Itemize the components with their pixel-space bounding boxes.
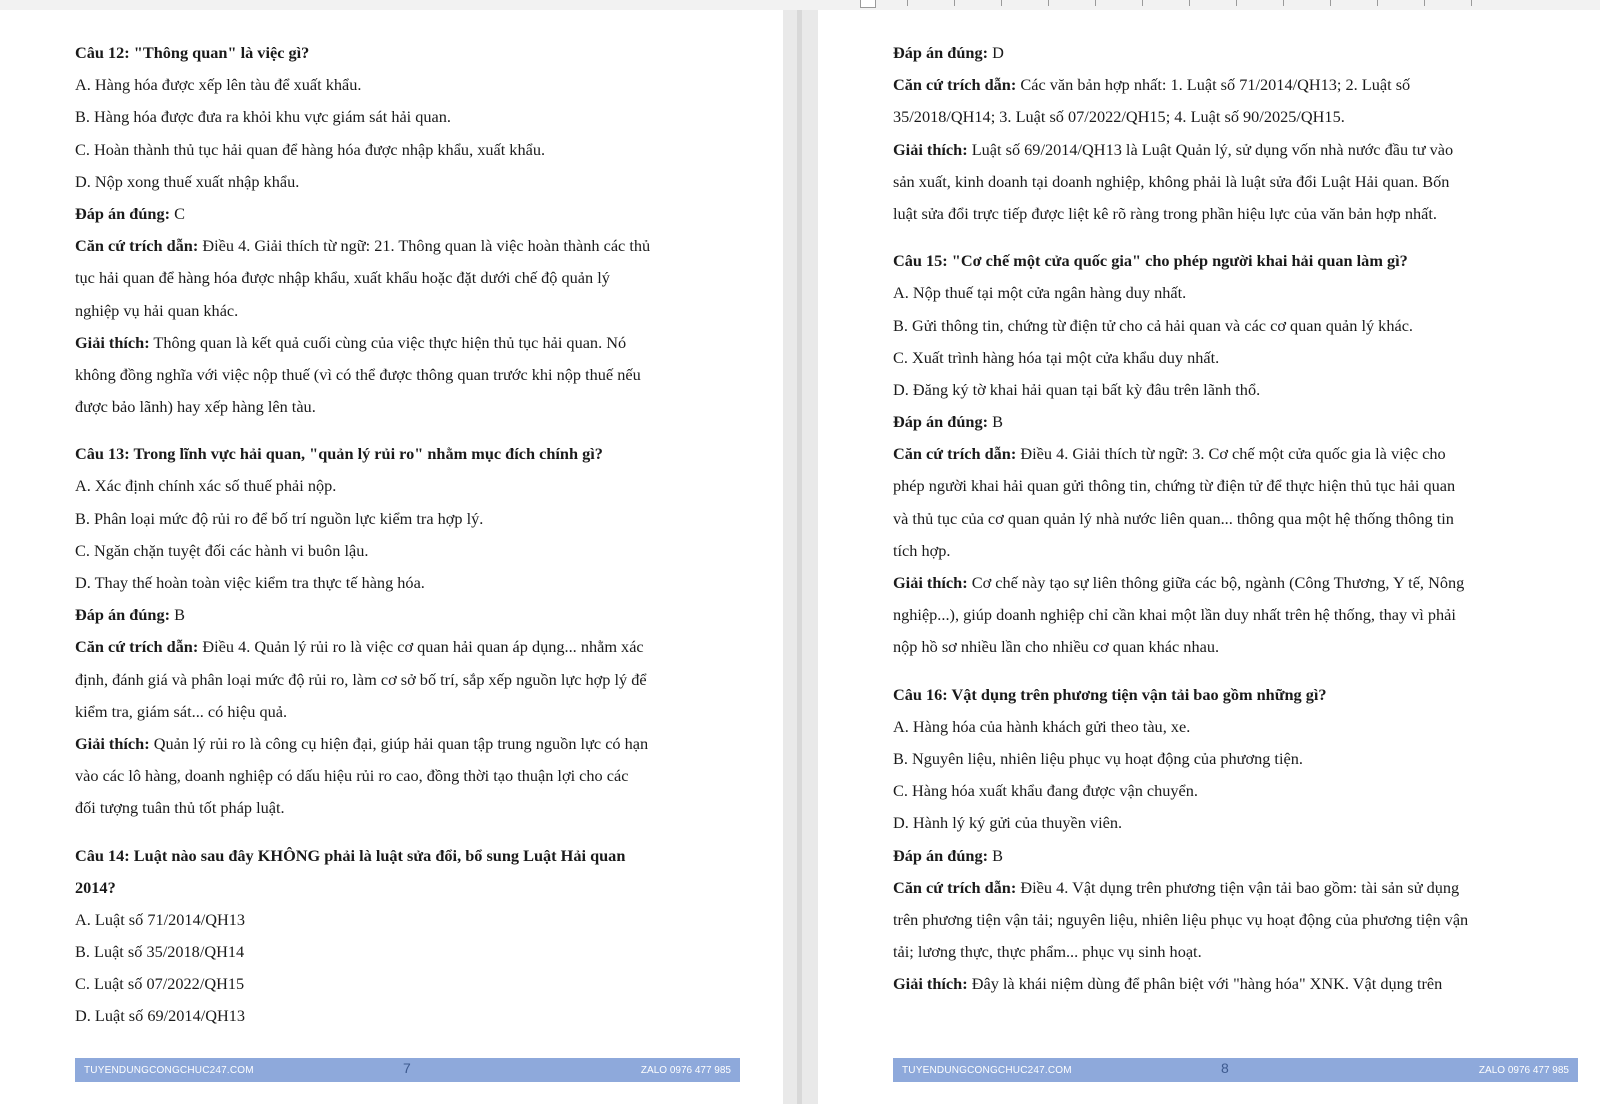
- text-run: Điều 4. Giải thích từ ngữ: 21. Thông quan là việc hoàn thành các thủ: [198, 236, 651, 256]
- text-run: nghiệp vụ hải quan khác.: [75, 300, 239, 320]
- bold-label: Giải thích:: [893, 974, 968, 994]
- ruler-tick: [1471, 0, 1472, 6]
- text-run: Điều 4. Giải thích từ ngữ: 3. Cơ chế một cửa quốc gia là việc cho: [1016, 444, 1446, 464]
- text-run: Đây là khái niệm dùng để phân biệt với "hàng hóa" XNK. Vật dụng trên: [967, 974, 1443, 994]
- text-run: sản xuất, kinh doanh tại doanh nghiệp, không phải là luật sửa đổi Luật Hải quan. Bốn: [893, 171, 1450, 191]
- section-gap: [75, 423, 755, 438]
- section-gap: [75, 825, 755, 840]
- text-run: D. Nộp xong thuế xuất nhập khẩu.: [75, 171, 300, 191]
- footer-site: TUYENDUNGCONGCHUC247.COM: [902, 1065, 1072, 1076]
- ruler-indent-marker[interactable]: [860, 0, 876, 8]
- question-heading-line: [75, 438, 755, 470]
- text-run: C: [170, 203, 185, 223]
- text-line: [893, 807, 1578, 839]
- text-line: [75, 567, 755, 599]
- text-run: Cơ chế này tạo sự liên thông giữa các bộ, ngành (Công Thương, Y tế, Nông: [967, 573, 1465, 592]
- text-run: được bảo lãnh) hay xếp hàng lên tàu.: [75, 397, 316, 417]
- text-run: trên phương tiện vận tải; nguyên liệu, nhiên liệu phục vụ hoạt động của phương tiện vận: [893, 909, 1469, 929]
- text-run: A. Nộp thuế tại một cửa ngân hàng duy nhất.: [893, 283, 1187, 303]
- text-run: A. Hàng hóa được xếp lên tàu để xuất khẩu.: [75, 75, 362, 95]
- bold-label: Căn cứ trích dẫn:: [893, 444, 1017, 464]
- text-run: tích hợp.: [893, 540, 951, 560]
- text-line: [893, 904, 1578, 936]
- text-line: [893, 936, 1578, 968]
- text-line: [893, 374, 1578, 406]
- text-run: B. Nguyên liệu, nhiên liệu phục vụ hoạt động của phương tiện.: [893, 748, 1303, 768]
- text-run: và thủ tục của cơ quan quản lý nhà nước liên quan... thông qua một hệ thống thông tin: [893, 508, 1454, 528]
- text-line: [75, 792, 755, 824]
- text-run: Điều 4. Vật dụng trên phương tiện vận tải bao gồm: tài sản sử dụng: [1016, 877, 1460, 897]
- text-run: 35/2018/QH14; 3. Luật số 07/2022/QH15; 4. Luật số 90/2025/QH15.: [893, 107, 1345, 127]
- bold-label: Câu 12: "Thông quan" là việc gì?: [75, 43, 310, 62]
- text-line: [893, 277, 1578, 309]
- text-run: D. Hành lý ký gửi của thuyền viên.: [893, 813, 1123, 833]
- text-run: A. Luật số 71/2014/QH13: [75, 909, 246, 929]
- page-7-footer: [75, 1058, 740, 1082]
- bold-label: Câu 16: Vật dụng trên phương tiện vận tải bao gồm những gì?: [893, 684, 1327, 704]
- page-8-body: [893, 37, 1578, 1000]
- text-line: [75, 728, 755, 760]
- text-run: A. Xác định chính xác số thuế phải nộp.: [75, 476, 337, 496]
- text-run: nộp hồ sơ nhiều lần cho nhiều cơ quan khác nhau.: [893, 637, 1220, 657]
- ruler-tick: [954, 0, 955, 6]
- question-heading-line: [893, 679, 1578, 711]
- text-line: [893, 470, 1578, 502]
- text-line: [893, 535, 1578, 567]
- text-line: [75, 166, 755, 198]
- text-line: [893, 503, 1578, 535]
- bold-label: Giải thích:: [75, 733, 150, 753]
- text-line: [893, 166, 1578, 198]
- page-gutter: [783, 10, 818, 1104]
- text-line: [893, 37, 1578, 69]
- question-heading-line: [75, 37, 755, 69]
- text-run: tải; lương thực, thực phẩm... phục vụ sinh hoạt.: [893, 942, 1202, 962]
- bold-label: Đáp án đúng:: [75, 605, 171, 625]
- footer-page-number: 7: [403, 1060, 411, 1076]
- section-gap: [893, 230, 1578, 245]
- question-heading-line: [75, 872, 755, 904]
- ruler-tick: [1236, 0, 1237, 6]
- bold-label: Đáp án đúng:: [893, 43, 989, 62]
- bold-label: Căn cứ trích dẫn:: [893, 75, 1017, 95]
- text-line: [75, 327, 755, 359]
- page-7: [0, 10, 783, 1104]
- text-line: [893, 342, 1578, 374]
- text-run: C. Ngăn chặn tuyệt đối các hành vi buôn lậu.: [75, 540, 369, 560]
- bold-label: Đáp án đúng:: [893, 412, 989, 432]
- text-run: B. Gửi thông tin, chứng từ điện tử cho cả hải quan và các cơ quan quản lý khác.: [893, 315, 1413, 335]
- text-line: [893, 567, 1578, 599]
- footer-site: TUYENDUNGCONGCHUC247.COM: [84, 1065, 254, 1076]
- text-run: C. Xuất trình hàng hóa tại một cửa khẩu duy nhất.: [893, 347, 1220, 367]
- text-run: Các văn bản hợp nhất: 1. Luật số 71/2014/QH13; 2. Luật số: [1016, 75, 1411, 95]
- bold-label: Câu 15: "Cơ chế một cửa quốc gia" cho phép người khai hải quan làm gì?: [893, 251, 1408, 271]
- ruler-tick: [1189, 0, 1190, 6]
- ruler-tick: [1095, 0, 1096, 6]
- bold-label: Giải thích:: [75, 332, 150, 352]
- ruler-tick: [1283, 0, 1284, 6]
- text-line: [75, 101, 755, 133]
- text-line: [75, 968, 755, 1000]
- text-line: [75, 696, 755, 728]
- text-line: [75, 760, 755, 792]
- text-run: D: [988, 43, 1004, 62]
- text-run: D. Thay thế hoàn toàn việc kiểm tra thực tế hàng hóa.: [75, 573, 425, 592]
- text-line: [893, 101, 1578, 133]
- bold-label: 2014?: [75, 877, 116, 897]
- text-run: B: [170, 605, 185, 625]
- page-divider: [797, 10, 802, 1104]
- text-line: [893, 438, 1578, 470]
- bold-label: Giải thích:: [893, 573, 968, 592]
- bold-label: Câu 13: Trong lĩnh vực hải quan, "quản lý rủi ro" nhằm mục đích chính gì?: [75, 444, 603, 464]
- ruler-tick: [1424, 0, 1425, 6]
- text-run: C. Luật số 07/2022/QH15: [75, 974, 245, 994]
- ruler-tick: [1330, 0, 1331, 6]
- text-run: đối tượng tuân thủ tốt pháp luật.: [75, 798, 285, 818]
- page-7-body: [75, 37, 755, 1033]
- bold-label: Đáp án đúng:: [893, 845, 989, 865]
- text-run: kiểm tra, giám sát... có hiệu quả.: [75, 701, 288, 721]
- question-heading-line: [75, 840, 755, 872]
- text-line: [893, 134, 1578, 166]
- bold-label: Căn cứ trích dẫn:: [893, 877, 1017, 897]
- text-line: [75, 134, 755, 166]
- text-run: C. Hàng hóa xuất khẩu đang được vận chuyển.: [893, 781, 1198, 801]
- ruler-tick: [1001, 0, 1002, 6]
- page-8: [818, 10, 1600, 1104]
- text-line: [75, 470, 755, 502]
- text-run: D. Luật số 69/2014/QH13: [75, 1006, 246, 1026]
- footer-contact: ZALO 0976 477 985: [1478, 1065, 1569, 1076]
- text-line: [75, 664, 755, 696]
- text-run: D. Đăng ký tờ khai hải quan tại bất kỳ đâu trên lãnh thổ.: [893, 379, 1261, 399]
- bold-label: Đáp án đúng:: [75, 203, 171, 223]
- text-line: [75, 230, 755, 262]
- text-run: B. Luật số 35/2018/QH14: [75, 942, 245, 962]
- bold-label: Giải thích:: [893, 139, 968, 159]
- footer-page-number: 8: [1221, 1060, 1229, 1076]
- text-line: [75, 535, 755, 567]
- text-run: Thông quan là kết quả cuối cùng của việc thực hiện thủ tục hải quan. Nó: [149, 332, 627, 352]
- bold-label: Căn cứ trích dẫn:: [75, 637, 199, 657]
- text-run: Luật số 69/2014/QH13 là Luật Quản lý, sử dụng vốn nhà nước đầu tư vào: [967, 139, 1454, 159]
- text-line: [893, 631, 1578, 663]
- text-line: [893, 775, 1578, 807]
- text-line: [75, 262, 755, 294]
- text-run: vào các lô hàng, doanh nghiệp có dấu hiệu rủi ro cao, đồng thời tạo thuận lợi cho các: [75, 766, 629, 786]
- text-run: luật sửa đổi trực tiếp được liệt kê rõ ràng trong phần hiệu lực của văn bản hợp nhất.: [893, 203, 1437, 223]
- text-line: [75, 69, 755, 101]
- text-run: Quản lý rủi ro là công cụ hiện đại, giúp hải quan tập trung nguồn lực có hạn: [149, 733, 649, 753]
- text-run: A. Hàng hóa của hành khách gửi theo tàu, xe.: [893, 716, 1191, 736]
- text-line: [893, 310, 1578, 342]
- text-run: B: [988, 412, 1003, 432]
- text-run: định, đánh giá và phân loại mức độ rủi ro, làm cơ sở bố trí, sắp xếp nguồn lực hợp lý để: [75, 669, 647, 689]
- text-line: [75, 1000, 755, 1032]
- text-run: tục hải quan để hàng hóa được nhập khẩu, xuất khẩu hoặc đặt dưới chế độ quản lý: [75, 268, 610, 288]
- ruler-tick: [1048, 0, 1049, 6]
- bold-label: Căn cứ trích dẫn:: [75, 236, 199, 256]
- text-line: [893, 406, 1578, 438]
- ruler-tick: [1142, 0, 1143, 6]
- text-run: B: [988, 845, 1003, 865]
- text-line: [75, 936, 755, 968]
- ruler-tick: [907, 0, 908, 6]
- text-line: [75, 295, 755, 327]
- bold-label: Câu 14: Luật nào sau đây KHÔNG phải là luật sửa đổi, bổ sung Luật Hải quan: [75, 845, 626, 865]
- text-run: B. Hàng hóa được đưa ra khỏi khu vực giám sát hải quan.: [75, 107, 451, 127]
- text-run: Điều 4. Quản lý rủi ro là việc cơ quan hải quan áp dụng... nhằm xác: [198, 637, 644, 657]
- footer-contact: ZALO 0976 477 985: [640, 1065, 731, 1076]
- text-line: [75, 904, 755, 936]
- text-line: [893, 198, 1578, 230]
- text-line: [893, 872, 1578, 904]
- question-heading-line: [893, 245, 1578, 277]
- text-line: [893, 711, 1578, 743]
- text-run: nghiệp...), giúp doanh nghiệp chỉ cần khai một lần duy nhất trên hệ thống, thay vì phải: [893, 605, 1456, 625]
- text-line: [75, 599, 755, 631]
- text-line: [893, 599, 1578, 631]
- text-line: [75, 198, 755, 230]
- text-line: [893, 840, 1578, 872]
- ruler-tick: [1377, 0, 1378, 6]
- text-line: [75, 503, 755, 535]
- section-gap: [893, 664, 1578, 679]
- text-run: phép người khai hải quan gửi thông tin, chứng từ điện tử để thực hiện thủ tục hải quan: [893, 476, 1456, 496]
- text-run: B. Phân loại mức độ rủi ro để bố trí nguồn lực kiểm tra hợp lý.: [75, 508, 484, 528]
- page-8-footer: [893, 1058, 1578, 1082]
- text-line: [75, 359, 755, 391]
- text-run: không đồng nghĩa với việc nộp thuế (vì có thể được thông quan trước khi nộp thuế nếu: [75, 364, 641, 384]
- text-line: [75, 391, 755, 423]
- text-line: [75, 631, 755, 663]
- text-run: C. Hoàn thành thủ tục hải quan để hàng hóa được nhập khẩu, xuất khẩu.: [75, 139, 546, 159]
- horizontal-ruler[interactable]: [860, 0, 1520, 8]
- text-line: [893, 968, 1578, 1000]
- text-line: [893, 743, 1578, 775]
- text-line: [893, 69, 1578, 101]
